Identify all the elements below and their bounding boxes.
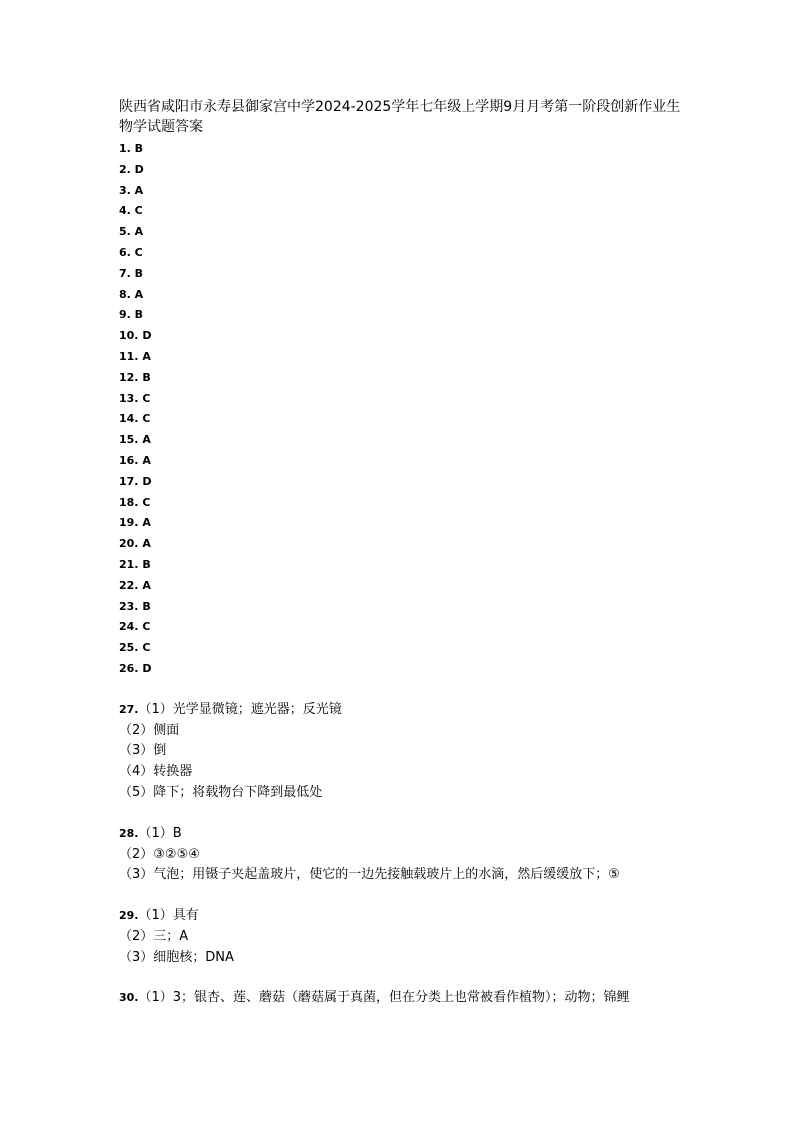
answer-item: 13. C (119, 391, 151, 405)
answer-item: 7. B (119, 266, 144, 280)
answer-item: 19. A (119, 516, 151, 530)
answer-item: 17. D (119, 474, 152, 488)
document-page (119, 97, 689, 1009)
answer-item: 15. A (119, 433, 151, 447)
answer-line: （3）细胞核；DNA (119, 949, 234, 965)
answer-item: 20. A (119, 537, 151, 551)
answer-item: 21. B (119, 557, 151, 571)
answer-item: 25. C (119, 641, 151, 655)
answer-item: 2. D (119, 162, 144, 176)
answer-item: 18. C (119, 495, 151, 509)
answer-item: 11. A (119, 349, 151, 363)
answer-item: 22. A (119, 578, 151, 592)
answer-list (119, 139, 689, 680)
answer-line: （2）③②⑤④ (119, 846, 200, 862)
answer-item: 6. C (119, 245, 143, 259)
answer-item: 5. A (119, 225, 144, 239)
answer-item: 9. B (119, 308, 144, 322)
question-28-answer (119, 824, 689, 886)
question-27-answer (119, 700, 689, 804)
answer-item: 16. A (119, 453, 151, 467)
answer-line: （1）B (138, 825, 182, 841)
answer-line: （2）侧面 (119, 722, 180, 738)
question-number: 29. (119, 909, 139, 923)
answer-item: 14. C (119, 412, 151, 426)
answer-line: （4）转换器 (119, 764, 193, 780)
question-30-answer (119, 988, 689, 1009)
question-number: 28. (119, 826, 139, 840)
question-number: 27. (119, 702, 139, 716)
answer-item: 12. B (119, 370, 151, 384)
answer-item: 26. D (119, 661, 152, 675)
answer-item: 3. A (119, 183, 144, 197)
document-title: 陕西省咸阳市永寿县御家宫中学2024-2025学年七年级上学期9月月考第一阶段创新作业生物学试题答案 (119, 99, 681, 135)
question-29-answer (119, 906, 689, 968)
answer-line: （1）光学显微镜；遮光器；反光镜 (138, 701, 342, 717)
answer-line: （1）3；银杏、莲、蘑菇（蘑菇属于真菌，但在分类上也常被看作植物）；动物；锦鲤 (138, 990, 630, 1006)
answer-item: 4. C (119, 204, 143, 218)
answer-item: 10. D (119, 329, 152, 343)
answer-item: 23. B (119, 599, 151, 613)
answer-line: （3）气泡；用镊子夹起盖玻片，使它的一边先接触载玻片上的水滴，然后缓缓放下；⑤ (119, 867, 620, 883)
answer-line: （5）降下；将载物台下降到最低处 (119, 784, 323, 800)
answer-item: 24. C (119, 620, 151, 634)
answer-line: （1）具有 (138, 908, 199, 924)
answer-line: （2）三；A (119, 928, 189, 944)
question-number: 30. (119, 991, 139, 1005)
answer-item: 8. A (119, 287, 144, 301)
answer-line: （3）倒 (119, 743, 167, 759)
answer-item: 1. B (119, 142, 144, 155)
